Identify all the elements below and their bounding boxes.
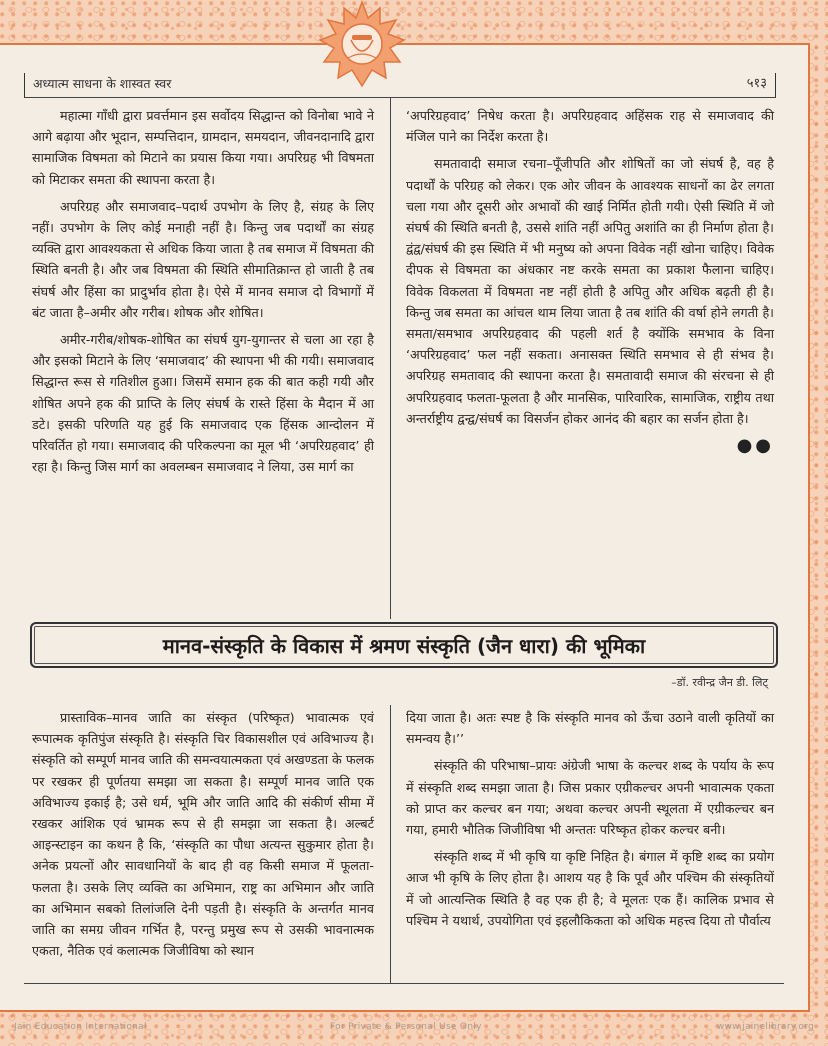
column-divider — [390, 97, 391, 619]
paragraph: अपरिग्रह और समाजवाद–पदार्थ उपभोग के लिए है, संग्रह के लिए नहीं। उपभोग के लिए कोई मनाही नहीं है। किन्तु जब पदार्थों का संग्रह व्यक्ति द्वारा आवश्यकता से अधिक किया जाता है तब समाज में विषमता की स्थिति बनती है। और जब विषमता की स्थिति सीमातिक्रान्त हो जाती है तब संघर्ष और हिंसा का प्रादुर्भाव होता है। ऐसे में मानव समाज दो विभागों में बंट जाता है–अमीर और गरीब। शोषक और शोषित। — [32, 198, 374, 320]
portrait-sunburst-emblem-icon — [318, 0, 406, 88]
page-number: ५१३ — [746, 76, 767, 91]
running-title: अध्यात्म साधना के शास्वत स्वर — [33, 76, 172, 91]
footer-watermark-left: Jain Education International — [14, 1022, 147, 1032]
end-of-article-mark: ●● — [736, 435, 774, 457]
author-byline: –डॉ. रवीन्द्र जैन डी. लिट् — [671, 676, 768, 689]
paragraph: महात्मा गाँधी द्वारा प्रवर्त्तमान इस सर्वोदय सिद्धान्त को विनोबा भावे ने आगे बढ़ाया और भूदान, सम्पत्तिदान, ग्रामदान, समयदान, जीवनदानादि द्वारा सामाजिक विषमता को मिटाने का प्रयास किया गया। अपरिग्रह भी विषमता को मिटाकर समता की स्थापना करता है। — [32, 108, 374, 187]
paragraph: संस्कृति शब्द में भी कृषि या कृष्टि निहित है। बंगाल में कृष्टि शब्द का प्रयोग आज भी कृषि के लिए होता है। आशय यह है कि पूर्व और पश्चिम की संस्कृतियों में जो आत्यन्तिक स्थिति है वह एक ही है; वे मूलतः एक हैं। कालिक प्रभाव से पश्चिम ने यथार्थ, उपयोगिता एवं इहलौकिकता को अधिक महत्त्व दिया तो पौर्वात्य — [406, 849, 774, 928]
paragraph: संस्कृति की परिभाषा–प्रायः अंग्रेजी भाषा के कल्चर शब्द के पर्याय के रूप में संस्कृति शब्द समझा जाता है। जिस प्रकार एग्रीकल्चर अपनी भावात्मक एकता को प्राप्त कर कल्चर बन गया; अथवा कल्चर अपनी स्थूलता में एग्रीकल्चर बन गया, हमारी भौतिक जिजीविषा भी अन्ततः परिष्कृत होकर कल्चर बनी। — [406, 758, 774, 838]
prev-article-right-column — [406, 105, 774, 456]
article-left-column — [32, 707, 374, 967]
footer-watermark-center: For Private & Personal Use Only — [330, 1022, 482, 1032]
bottom-rule — [24, 983, 784, 984]
paragraph: समतावादी समाज रचना–पूँजीपति और शोषितों का जो संघर्ष है, वह है पदार्थों के परिग्रह को लेकर। एक ओर जीवन के आवश्यक साधनों का ढेर लगता चला गया और दूसरी ओर अभावों की खाई निर्मित होती गयी। ऐसी स्थिति में जो संघर्ष की स्थिति बनती है, उससे शांति नहीं अपितु अशांति का ही निर्माण होता है। द्वंद्व/संघर्ष की इस स्थिति में भी मनुष्य को अपना विवेक नहीं खोना चाहिए। विवेक दीपक से विषमता का अंधकार नष्ट करके समता का प्रकाश फैलाना चाहिए। विवेक विकलता में विषमता नष्ट नहीं होती है अपितु और अधिक बढ़ती ही है। किन्तु जब समता का आंचल थाम लिया जाता है तब शांति की वर्षा होने लगती है। समता/समभाव अपरिग्रहवाद की पहली शर्त है क्योंकि समभाव के विना ‘अपरिग्रहवाद’ फल नहीं सकता। अनासक्त स्थिति समभाव से ही संभव है। अपरिग्रह समतावाद की स्थापना करता है। समतावादी समाज की संरचना से ही अपरिग्रहवाद फलता-फूलता है और मानसिक, पारिवारिक, सामाजिक, राष्ट्रीय तथा अन्तर्राष्ट्रीय द्वन्द्व/संघर्ष का विसर्जन होकर आनंद की बहार का सर्जन होता है। — [406, 156, 774, 426]
column-divider — [390, 705, 391, 983]
book-page — [0, 43, 810, 1012]
footer-watermark-right: www.jainelibrary.org — [716, 1022, 814, 1032]
article-title: मानव-संस्कृति के विकास में श्रमण संस्कृति (जैन धारा) की भूमिका — [162, 633, 646, 658]
paragraph: अमीर-गरीब/शोषक-शोषित का संघर्ष युग-युगान्तर से चला आ रहा है और इसको मिटाने के लिए ‘समाजवाद’ की स्थापना भी की गयी। समाजवाद सिद्धान्त रूस से गतिशील हुआ। जिसमें समान हक की बात कही गयी और शोषित अपने हक की प्राप्ति के लिए संघर्ष के रास्ते हिंसा के मैदान में आ डटे। इसकी परिणति यह हुई कि समाजवाद एक हिंसक आन्दोलन में परिवर्तित हो गया। समाजवाद की परिकल्पना का मूल भी ‘अपरिग्रहवाद’ ही रहा है। किन्तु जिस मार्ग का अवलम्बन समाजवाद ने लिया, उस मार्ग का — [32, 332, 374, 475]
paragraph: प्रास्ताविक–मानव जाति का संस्कृत (परिष्कृत) भावात्मक एवं रूपात्मक कृतिपुंज संस्कृति है। संस्कृति चिर विकासशील एवं अविभाज्य है। संस्कृति को सम्पूर्ण मानव जाति की समन्वयात्मकता एवं अखण्डता के फलक पर रखकर ही पूर्णतया समझा जा सकता है। सम्पूर्ण मानव जाति एक अविभाज्य इकाई है; उसे धर्म, भूमि और जाति आदि की संकीर्ण सीमा में रखकर आंशिक एवं भ्रामक रूप से ही समझा जा सकता है। अल्बर्ट आइन्स्टाइन का कथन है कि, ‘संस्कृति का पौधा अत्यन्त सुकुमार होता है। अनेक प्रयत्नों और सावधानियों के बाद ही वह किसी समाज में फूलता-फलता है। उसके लिए व्यक्ति का अभिमान, राष्ट्र का अभिमान और जाति का अभिमान सबको तिलांजलि देनी पड़ती है। संस्कृति के अन्तर्गत मानव जाति का समग्र जीवन गर्भित है, परन्तु प्रमुख रूप से उसकी भावनात्मक एकता, नैतिक एवं कलात्मक जिजीविषा को स्थान — [32, 710, 374, 959]
article-title-box — [30, 622, 778, 668]
prev-article-left-column — [32, 105, 374, 483]
paragraph: दिया जाता है। अतः स्पष्ट है कि संस्कृति मानव को ऊँचा उठाने वाली कृतियों का समन्वय है।’’ — [406, 710, 774, 747]
article-right-column — [406, 707, 774, 937]
paragraph: ‘अपरिग्रहवाद’ निषेध करता है। अपरिग्रहवाद अहिंसक राह से समाजवाद की मंजिल पाने का निर्देश करता है। — [406, 108, 774, 145]
